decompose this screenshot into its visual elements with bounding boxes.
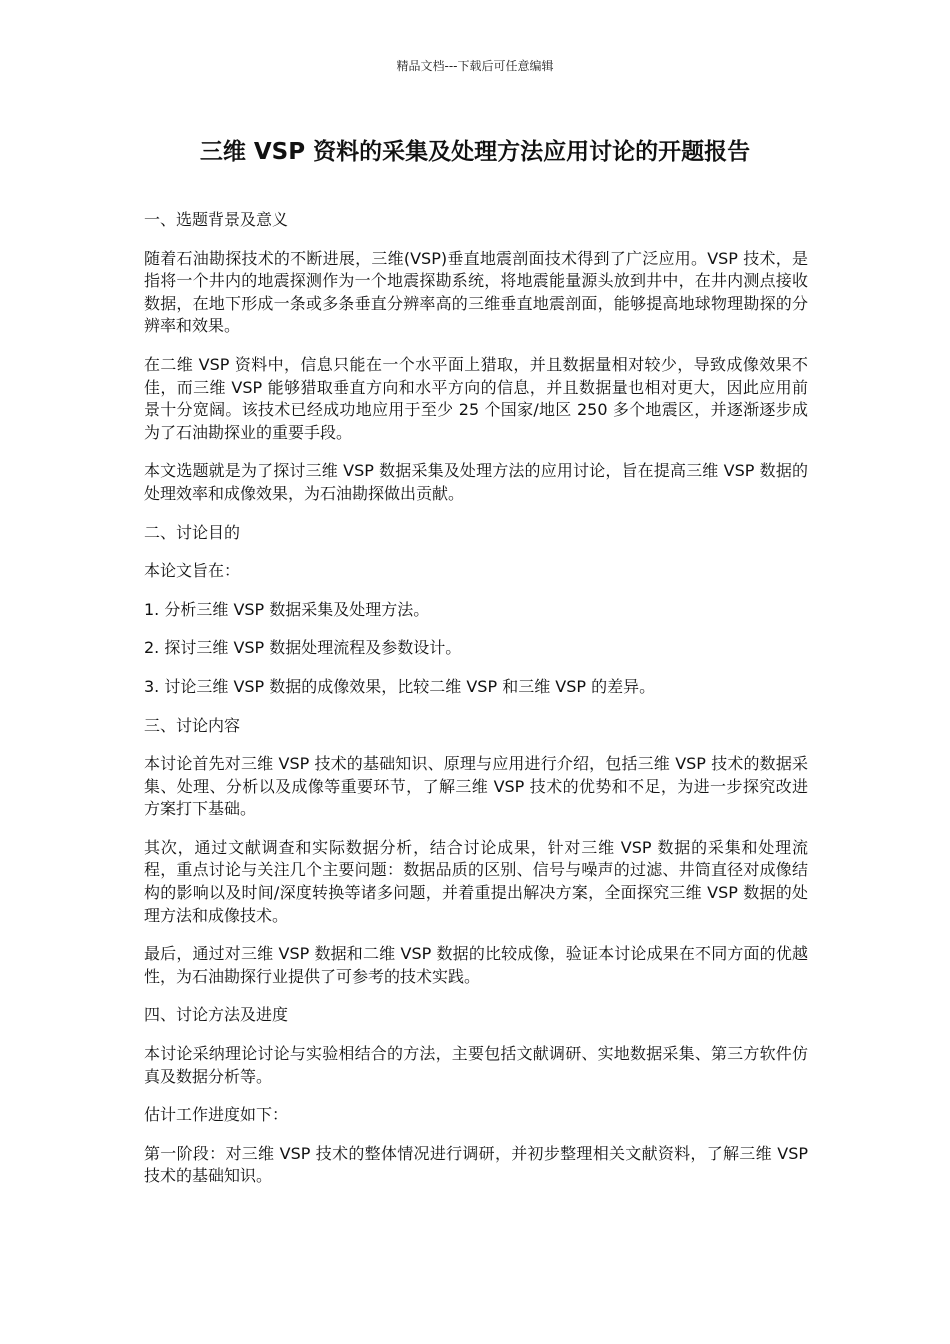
paragraph-2d-vs-3d: 在二维 VSP 资料中，信息只能在一个水平面上猎取，并且数据量相对较少，导致成像效果不佳，而三维 VSP 能够猎取垂直方向和水平方向的信息，并且数据量也相对更大，因此应用前景十分宽阔。该技术已经成功地应用于至少 25 个国家/地区 250 多个地震区，并逐渐逐步成为了石油勘探业的重要手段。 bbox=[144, 354, 808, 442]
paragraph-stage-1: 第一阶段：对三维 VSP 技术的整体情况进行调研，并初步整理相关文献资料，了解三维 VSP 技术的基础知识。 bbox=[144, 1143, 808, 1186]
paragraph-methods: 本讨论采纳理论讨论与实验相结合的方法，主要包括文献调研、实地数据采集、第三方软件仿真及数据分析等。 bbox=[144, 1044, 808, 1086]
list-item-goal-2: 2. 探讨三维 VSP 数据处理流程及参数设计。 bbox=[144, 638, 462, 658]
document-body bbox=[144, 209, 808, 1204]
paragraph-goals-intro: 本论文旨在： bbox=[144, 561, 241, 581]
paragraph-vsp-intro: 随着石油勘探技术的不断进展，三维(VSP)垂直地震剖面技术得到了广泛应用。VSP 技术，是指将一个井内的地震探测作为一个地震探勘系统，将地震能量源头放到井中，在井内测点接收数据，在地下形成一条或多条垂直分辨率高的三维垂直地震剖面，能够提高地球物理勘探的分辨率和效果。 bbox=[144, 248, 808, 336]
list-item-goal-1: 1. 分析三维 VSP 数据采集及处理方法。 bbox=[144, 599, 430, 619]
paragraph-content-first: 本讨论首先对三维 VSP 技术的基础知识、原理与应用进行介绍，包括三维 VSP 技术的数据采集、处理、分析以及成像等重要环节，了解三维 VSP 技术的优势和不足，为进一步探究改进方案打下基础。 bbox=[144, 754, 808, 819]
document-title: 三维 VSP 资料的采集及处理方法应用讨论的开题报告 bbox=[199, 139, 751, 165]
list-item-goal-3: 3. 讨论三维 VSP 数据的成像效果，比较二维 VSP 和三维 VSP 的差异。 bbox=[144, 676, 656, 696]
section-heading-content: 三、讨论内容 bbox=[144, 715, 241, 735]
section-heading-methods: 四、讨论方法及进度 bbox=[144, 1005, 289, 1025]
paragraph-content-second: 其次，通过文献调查和实际数据分析，结合讨论成果，针对三维 VSP 数据的采集和处理流程，重点讨论与关注几个主要问题：数据品质的区别、信号与噪声的过滤、井筒直径对成像结构的影响以及时间/深度转换等诸多问题，并着重提出解决方案，全面探究三维 VSP 数据的处理方法和成像技术。 bbox=[144, 837, 808, 925]
paragraph-content-last: 最后，通过对三维 VSP 数据和二维 VSP 数据的比较成像，验证本讨论成果在不同方面的优越性，为石油勘探行业提供了可参考的技术实践。 bbox=[144, 944, 808, 986]
header-note: 精品文档---下载后可任意编辑 bbox=[396, 59, 554, 73]
paragraph-schedule-intro: 估计工作进度如下： bbox=[144, 1105, 289, 1125]
paragraph-topic-purpose: 本文选题就是为了探讨三维 VSP 数据采集及处理方法的应用讨论，旨在提高三维 VSP 数据的处理效率和成像效果，为石油勘探做出贡献。 bbox=[144, 461, 808, 503]
section-heading-goals: 二、讨论目的 bbox=[144, 522, 241, 542]
section-heading-background: 一、选题背景及意义 bbox=[144, 210, 289, 229]
